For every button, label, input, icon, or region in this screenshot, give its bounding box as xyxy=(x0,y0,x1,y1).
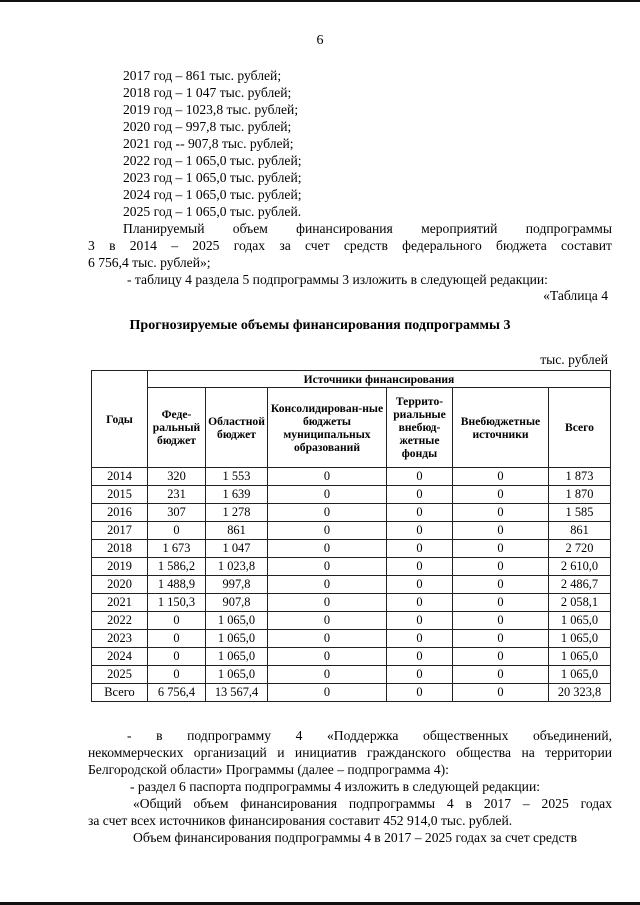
cell-regional: 1 065,0 xyxy=(206,630,268,648)
cell-federal: 0 xyxy=(148,630,206,648)
cell-regional: 1 047 xyxy=(206,540,268,558)
cell-year: 2024 xyxy=(92,648,148,666)
cell-regional: 13 567,4 xyxy=(206,684,268,702)
cell-regional: 1 639 xyxy=(206,486,268,504)
paragraph-line: Объем финансирования подпрограммы 4 в 2017 – 2025 годах за счет средств xyxy=(133,830,578,845)
table-row xyxy=(92,486,611,504)
cell-territorial: 0 xyxy=(387,540,453,558)
cell-year: Всего xyxy=(92,684,148,702)
units-label: тыс. рублей xyxy=(540,352,608,367)
table-row xyxy=(92,576,611,594)
table-row xyxy=(92,594,611,612)
paragraph-line: Планируемый объем финансирования мероприятий подпрограммы xyxy=(123,221,612,236)
table-row xyxy=(92,468,611,486)
cell-municipal: 0 xyxy=(268,486,387,504)
funding-table xyxy=(91,370,611,702)
cell-extrabudgetary: 0 xyxy=(453,576,549,594)
cell-territorial: 0 xyxy=(387,594,453,612)
cell-regional: 1 065,0 xyxy=(206,666,268,684)
cell-extrabudgetary: 0 xyxy=(453,630,549,648)
table-row xyxy=(92,666,611,684)
table-title: Прогнозируемые объемы финансирования подпрограммы 3 xyxy=(129,318,511,333)
cell-municipal: 0 xyxy=(268,648,387,666)
cell-territorial: 0 xyxy=(387,666,453,684)
cell-territorial: 0 xyxy=(387,558,453,576)
cell-federal: 0 xyxy=(148,612,206,630)
paragraph-line: Белгородской области» Программы (далее – подпрограмма 4): xyxy=(88,762,449,777)
cell-extrabudgetary: 0 xyxy=(453,612,549,630)
cell-regional: 1 023,8 xyxy=(206,558,268,576)
cell-regional: 1 278 xyxy=(206,504,268,522)
cell-total: 2 720 xyxy=(549,540,611,558)
paragraph-line: за счет всех источников финансирования составит 452 914,0 тыс. рублей. xyxy=(88,813,513,828)
cell-regional: 861 xyxy=(206,522,268,540)
cell-extrabudgetary: 0 xyxy=(453,486,549,504)
cell-total: 1 065,0 xyxy=(549,630,611,648)
header-municipal: Консолидирован-ные бюджеты муниципальных образований xyxy=(268,388,387,468)
header-years: Годы xyxy=(92,371,148,468)
header-territorial-funds: Террито-риальные внебюд-жетные фонды xyxy=(387,388,453,468)
cell-total: 1 065,0 xyxy=(549,612,611,630)
cell-regional: 1 065,0 xyxy=(206,648,268,666)
cell-territorial: 0 xyxy=(387,648,453,666)
cell-extrabudgetary: 0 xyxy=(453,540,549,558)
cell-municipal: 0 xyxy=(268,666,387,684)
cell-territorial: 0 xyxy=(387,504,453,522)
paragraph-line: 3 в 2014 – 2025 годах за счет средств федерального бюджета составит xyxy=(88,238,612,253)
cell-municipal: 0 xyxy=(268,540,387,558)
cell-year: 2015 xyxy=(92,486,148,504)
table-row xyxy=(92,504,611,522)
table-row xyxy=(92,540,611,558)
cell-municipal: 0 xyxy=(268,558,387,576)
cell-extrabudgetary: 0 xyxy=(453,666,549,684)
cell-territorial: 0 xyxy=(387,630,453,648)
cell-year: 2016 xyxy=(92,504,148,522)
cell-year: 2019 xyxy=(92,558,148,576)
cell-territorial: 0 xyxy=(387,684,453,702)
cell-regional: 997,8 xyxy=(206,576,268,594)
cell-municipal: 0 xyxy=(268,684,387,702)
year-line: 2022 год – 1 065,0 тыс. рублей; xyxy=(123,153,302,168)
cell-extrabudgetary: 0 xyxy=(453,648,549,666)
table-instruction: - таблицу 4 раздела 5 подпрограммы 3 изложить в следующей редакции: xyxy=(127,272,548,287)
cell-total: 1 870 xyxy=(549,486,611,504)
cell-extrabudgetary: 0 xyxy=(453,468,549,486)
cell-federal: 0 xyxy=(148,522,206,540)
cell-total: 861 xyxy=(549,522,611,540)
cell-total: 1 065,0 xyxy=(549,666,611,684)
cell-regional: 1 065,0 xyxy=(206,612,268,630)
paragraph-line: 6 756,4 тыс. рублей»; xyxy=(88,255,211,270)
table-label: «Таблица 4 xyxy=(543,288,608,303)
page-top-edge xyxy=(0,0,640,2)
cell-year: 2017 xyxy=(92,522,148,540)
cell-year: 2025 xyxy=(92,666,148,684)
cell-municipal: 0 xyxy=(268,522,387,540)
year-line: 2020 год – 997,8 тыс. рублей; xyxy=(123,119,292,134)
cell-year: 2022 xyxy=(92,612,148,630)
cell-total: 2 058,1 xyxy=(549,594,611,612)
cell-total: 20 323,8 xyxy=(549,684,611,702)
cell-extrabudgetary: 0 xyxy=(453,684,549,702)
cell-territorial: 0 xyxy=(387,576,453,594)
cell-extrabudgetary: 0 xyxy=(453,594,549,612)
year-line: 2024 год – 1 065,0 тыс. рублей; xyxy=(123,187,302,202)
cell-municipal: 0 xyxy=(268,630,387,648)
year-line: 2019 год – 1023,8 тыс. рублей; xyxy=(123,102,299,117)
table-row xyxy=(92,612,611,630)
cell-extrabudgetary: 0 xyxy=(453,522,549,540)
cell-extrabudgetary: 0 xyxy=(453,558,549,576)
cell-extrabudgetary: 0 xyxy=(453,504,549,522)
cell-total: 2 610,0 xyxy=(549,558,611,576)
header-total: Всего xyxy=(549,388,611,468)
cell-federal: 307 xyxy=(148,504,206,522)
cell-municipal: 0 xyxy=(268,612,387,630)
cell-federal: 0 xyxy=(148,666,206,684)
year-line: 2021 год -- 907,8 тыс. рублей; xyxy=(123,136,294,151)
cell-year: 2018 xyxy=(92,540,148,558)
table-row-total xyxy=(92,684,611,702)
page-number: 6 xyxy=(316,33,324,48)
header-regional: Областной бюджет xyxy=(206,388,268,468)
cell-total: 1 065,0 xyxy=(549,648,611,666)
cell-municipal: 0 xyxy=(268,576,387,594)
cell-municipal: 0 xyxy=(268,468,387,486)
cell-year: 2021 xyxy=(92,594,148,612)
cell-regional: 907,8 xyxy=(206,594,268,612)
cell-year: 2014 xyxy=(92,468,148,486)
year-line: 2025 год – 1 065,0 тыс. рублей. xyxy=(123,204,302,219)
table-row xyxy=(92,648,611,666)
cell-year: 2023 xyxy=(92,630,148,648)
cell-territorial: 0 xyxy=(387,486,453,504)
cell-year: 2020 xyxy=(92,576,148,594)
cell-regional: 1 553 xyxy=(206,468,268,486)
header-federal: Феде-ральный бюджет xyxy=(148,388,206,468)
cell-total: 1 873 xyxy=(549,468,611,486)
table-row xyxy=(92,522,611,540)
table-row xyxy=(92,558,611,576)
header-extrabudgetary: Внебюджетные источники xyxy=(453,388,549,468)
cell-total: 2 486,7 xyxy=(549,576,611,594)
cell-territorial: 0 xyxy=(387,468,453,486)
year-line: 2023 год – 1 065,0 тыс. рублей; xyxy=(123,170,302,185)
cell-territorial: 0 xyxy=(387,522,453,540)
cell-federal: 1 586,2 xyxy=(148,558,206,576)
cell-federal: 320 xyxy=(148,468,206,486)
section6-instruction: - раздел 6 паспорта подпрограммы 4 изложить в следующей редакции: xyxy=(130,779,541,794)
paragraph-line: некоммерческих организаций и инициатив гражданского общества на территории xyxy=(88,745,612,760)
cell-federal: 1 150,3 xyxy=(148,594,206,612)
year-line: 2017 год – 861 тыс. рублей; xyxy=(123,68,282,83)
cell-federal: 231 xyxy=(148,486,206,504)
cell-federal: 1 673 xyxy=(148,540,206,558)
table-row xyxy=(92,630,611,648)
cell-municipal: 0 xyxy=(268,594,387,612)
paragraph-line: - в подпрограмму 4 «Поддержка общественных объединений, xyxy=(127,728,612,743)
cell-federal: 1 488,9 xyxy=(148,576,206,594)
cell-municipal: 0 xyxy=(268,504,387,522)
cell-territorial: 0 xyxy=(387,612,453,630)
paragraph-line: «Общий объем финансирования подпрограммы 4 в 2017 – 2025 годах xyxy=(133,796,612,811)
cell-federal: 0 xyxy=(148,648,206,666)
year-line: 2018 год – 1 047 тыс. рублей; xyxy=(123,85,292,100)
cell-federal: 6 756,4 xyxy=(148,684,206,702)
cell-total: 1 585 xyxy=(549,504,611,522)
header-funding-sources: Источники финансирования xyxy=(148,371,611,388)
